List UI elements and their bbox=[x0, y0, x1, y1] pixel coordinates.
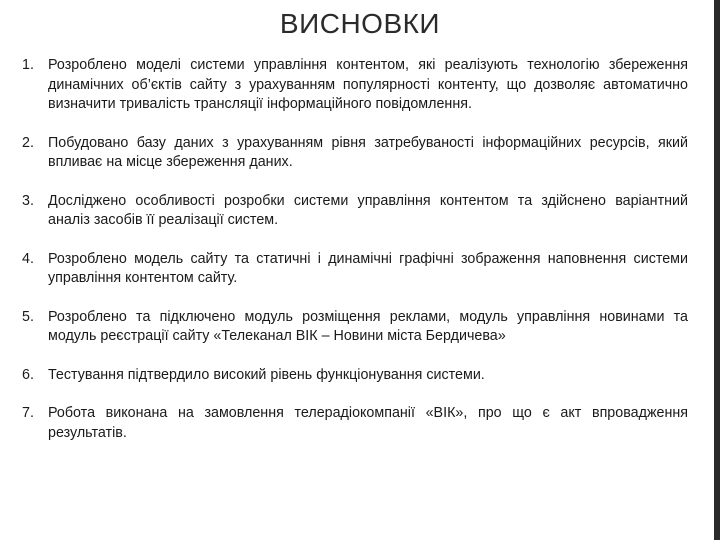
conclusions-list bbox=[22, 56, 688, 462]
list-item bbox=[22, 308, 688, 347]
list-item bbox=[22, 56, 688, 115]
item-number: 5. bbox=[22, 308, 34, 325]
item-text: Розроблено модель сайту та статичні і динамічні графічні зображення наповнення системи управління контентом сайту. bbox=[48, 250, 688, 286]
list-item bbox=[22, 366, 688, 386]
list-item bbox=[22, 404, 688, 443]
slide-title: ВИСНОВКИ bbox=[279, 8, 441, 39]
item-text: Розроблено моделі системи управління контентом, які реалізують технологію збереження динамічних об’єктів сайту з урахуванням популярності контенту, що дозволяє автоматично визначити тривалість трансляції інформаційного повідомлення. bbox=[48, 57, 688, 112]
list-item bbox=[22, 134, 688, 173]
list-item bbox=[22, 192, 688, 231]
item-text: Побудовано базу даних з урахуванням рівня затребуваності інформаційних ресурсів, який впливає на місце збереження даних. bbox=[48, 134, 688, 170]
item-number: 6. bbox=[22, 366, 34, 383]
item-text: Досліджено особливості розробки системи управління контентом та здійснено варіантний аналіз засобів її реалізації систем. bbox=[48, 192, 688, 228]
item-number: 2. bbox=[22, 134, 34, 151]
item-number: 4. bbox=[22, 250, 34, 267]
item-text: Розроблено та підключено модуль розміщення реклами, модуль управління новинами та модуль реєстрації сайту «Телеканал ВІК – Новини міста Бердичева» bbox=[48, 308, 688, 344]
item-text: Робота виконана на замовлення телерадіокомпанії «ВІК», про що є акт впровадження результатів. bbox=[48, 405, 688, 441]
slide-edge-bar bbox=[714, 0, 720, 540]
item-number: 1. bbox=[22, 57, 34, 73]
item-number: 3. bbox=[22, 192, 34, 209]
item-text: Тестування підтвердило високий рівень функціонування системи. bbox=[48, 366, 485, 383]
list-item bbox=[22, 250, 688, 289]
item-number: 7. bbox=[22, 405, 34, 421]
